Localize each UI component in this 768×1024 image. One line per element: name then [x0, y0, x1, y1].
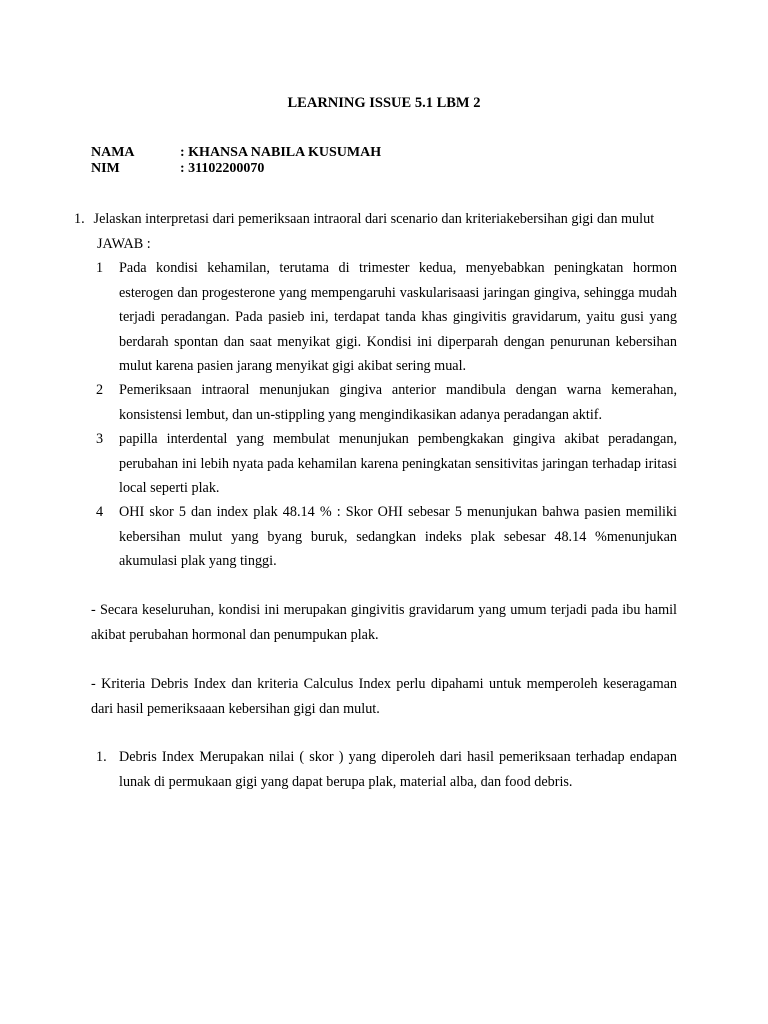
answer-item-3	[96, 427, 677, 501]
answer-item-1	[96, 256, 677, 379]
debris-index-item	[96, 745, 677, 794]
name-row	[91, 145, 381, 161]
summary-paragraph: - Secara keseluruhan, kondisi ini merupakan gingivitis gravidarum yang umum terjadi pada ibu hamil akibat perubahan hormonal dan penumpukan plak.	[91, 602, 677, 643]
question-number: 1.	[74, 211, 85, 227]
answer-item-text: papilla interdental yang membulat menunjukan pembengkakan gingiva akibat peradangan, perubahan ini lebih nyata pada kehamilan karena peningkatan sensitivitas jaringan terhadap iritasi local seperti plak.	[119, 431, 677, 497]
name-value: : KHANSA NABILA KUSUMAH	[180, 145, 382, 160]
answer-item-text: Pada kondisi kehamilan, terutama di trimester kedua, menyebabkan peningkatan hormon esterogen dan progesterone yang mempengaruhi vaskularisaasi jaringan gingiva, sehingga mudah terjadi peradangan. Pada pasieb ini, terdapat tanda khas gingivitis gravidarum, yaitu gusi yang berdarah spontan dan saat menyikat gigi. Kondisi ini diperparah dengan penurunan kebersihan mulut karena pasien jarang menyikat gigi akibat sering mual.	[119, 260, 677, 375]
question-line	[74, 210, 654, 228]
name-label: NAMA	[91, 145, 135, 160]
identity-block	[91, 145, 381, 177]
document-title: LEARNING ISSUE 5.1 LBM 2	[287, 95, 481, 111]
answer-item-number: 4	[96, 504, 104, 520]
answer-item-text: OHI skor 5 dan index plak 48.14 % : Skor OHI sebesar 5 menunjukan bahwa pasien memiliki kebersihan mulut yang byang buruk, sedangkan indeks plak sebesar 48.14 %menunjukan akumulasi plak yang tinggi.	[119, 504, 677, 570]
answer-label: JAWAB :	[97, 236, 151, 252]
debris-item-number: 1.	[96, 749, 107, 765]
nim-label: NIM	[91, 161, 120, 176]
answer-item-text: Pemeriksaan intraoral menunjukan gingiva anterior mandibula dengan warna kemerahan, konsistensi lembut, dan un-stippling yang mengindikasikan adanya peradangan aktif.	[119, 382, 677, 423]
debris-item-text: Debris Index Merupakan nilai ( skor ) yang diperoleh dari hasil pemeriksaan terhadap endapan lunak di permukaan gigi yang dapat berupa plak, material alba, dan food debris.	[119, 749, 677, 790]
answer-item-number: 1	[96, 260, 104, 276]
answer-item-number: 2	[96, 382, 104, 398]
criteria-paragraph: - Kriteria Debris Index dan kriteria Calculus Index perlu dipahami untuk memperoleh keseragaman dari hasil pemeriksaaan kebersihan gigi dan mulut.	[91, 676, 677, 717]
nim-value: : 31102200070	[180, 161, 265, 176]
answer-item-4	[96, 500, 677, 574]
answer-item-2	[96, 378, 677, 427]
nim-row	[91, 161, 381, 177]
question-text: Jelaskan interpretasi dari pemeriksaan intraoral dari scenario dan kriteriakebersihan gigi dan mulut	[93, 211, 655, 227]
answer-item-number: 3	[96, 431, 104, 447]
